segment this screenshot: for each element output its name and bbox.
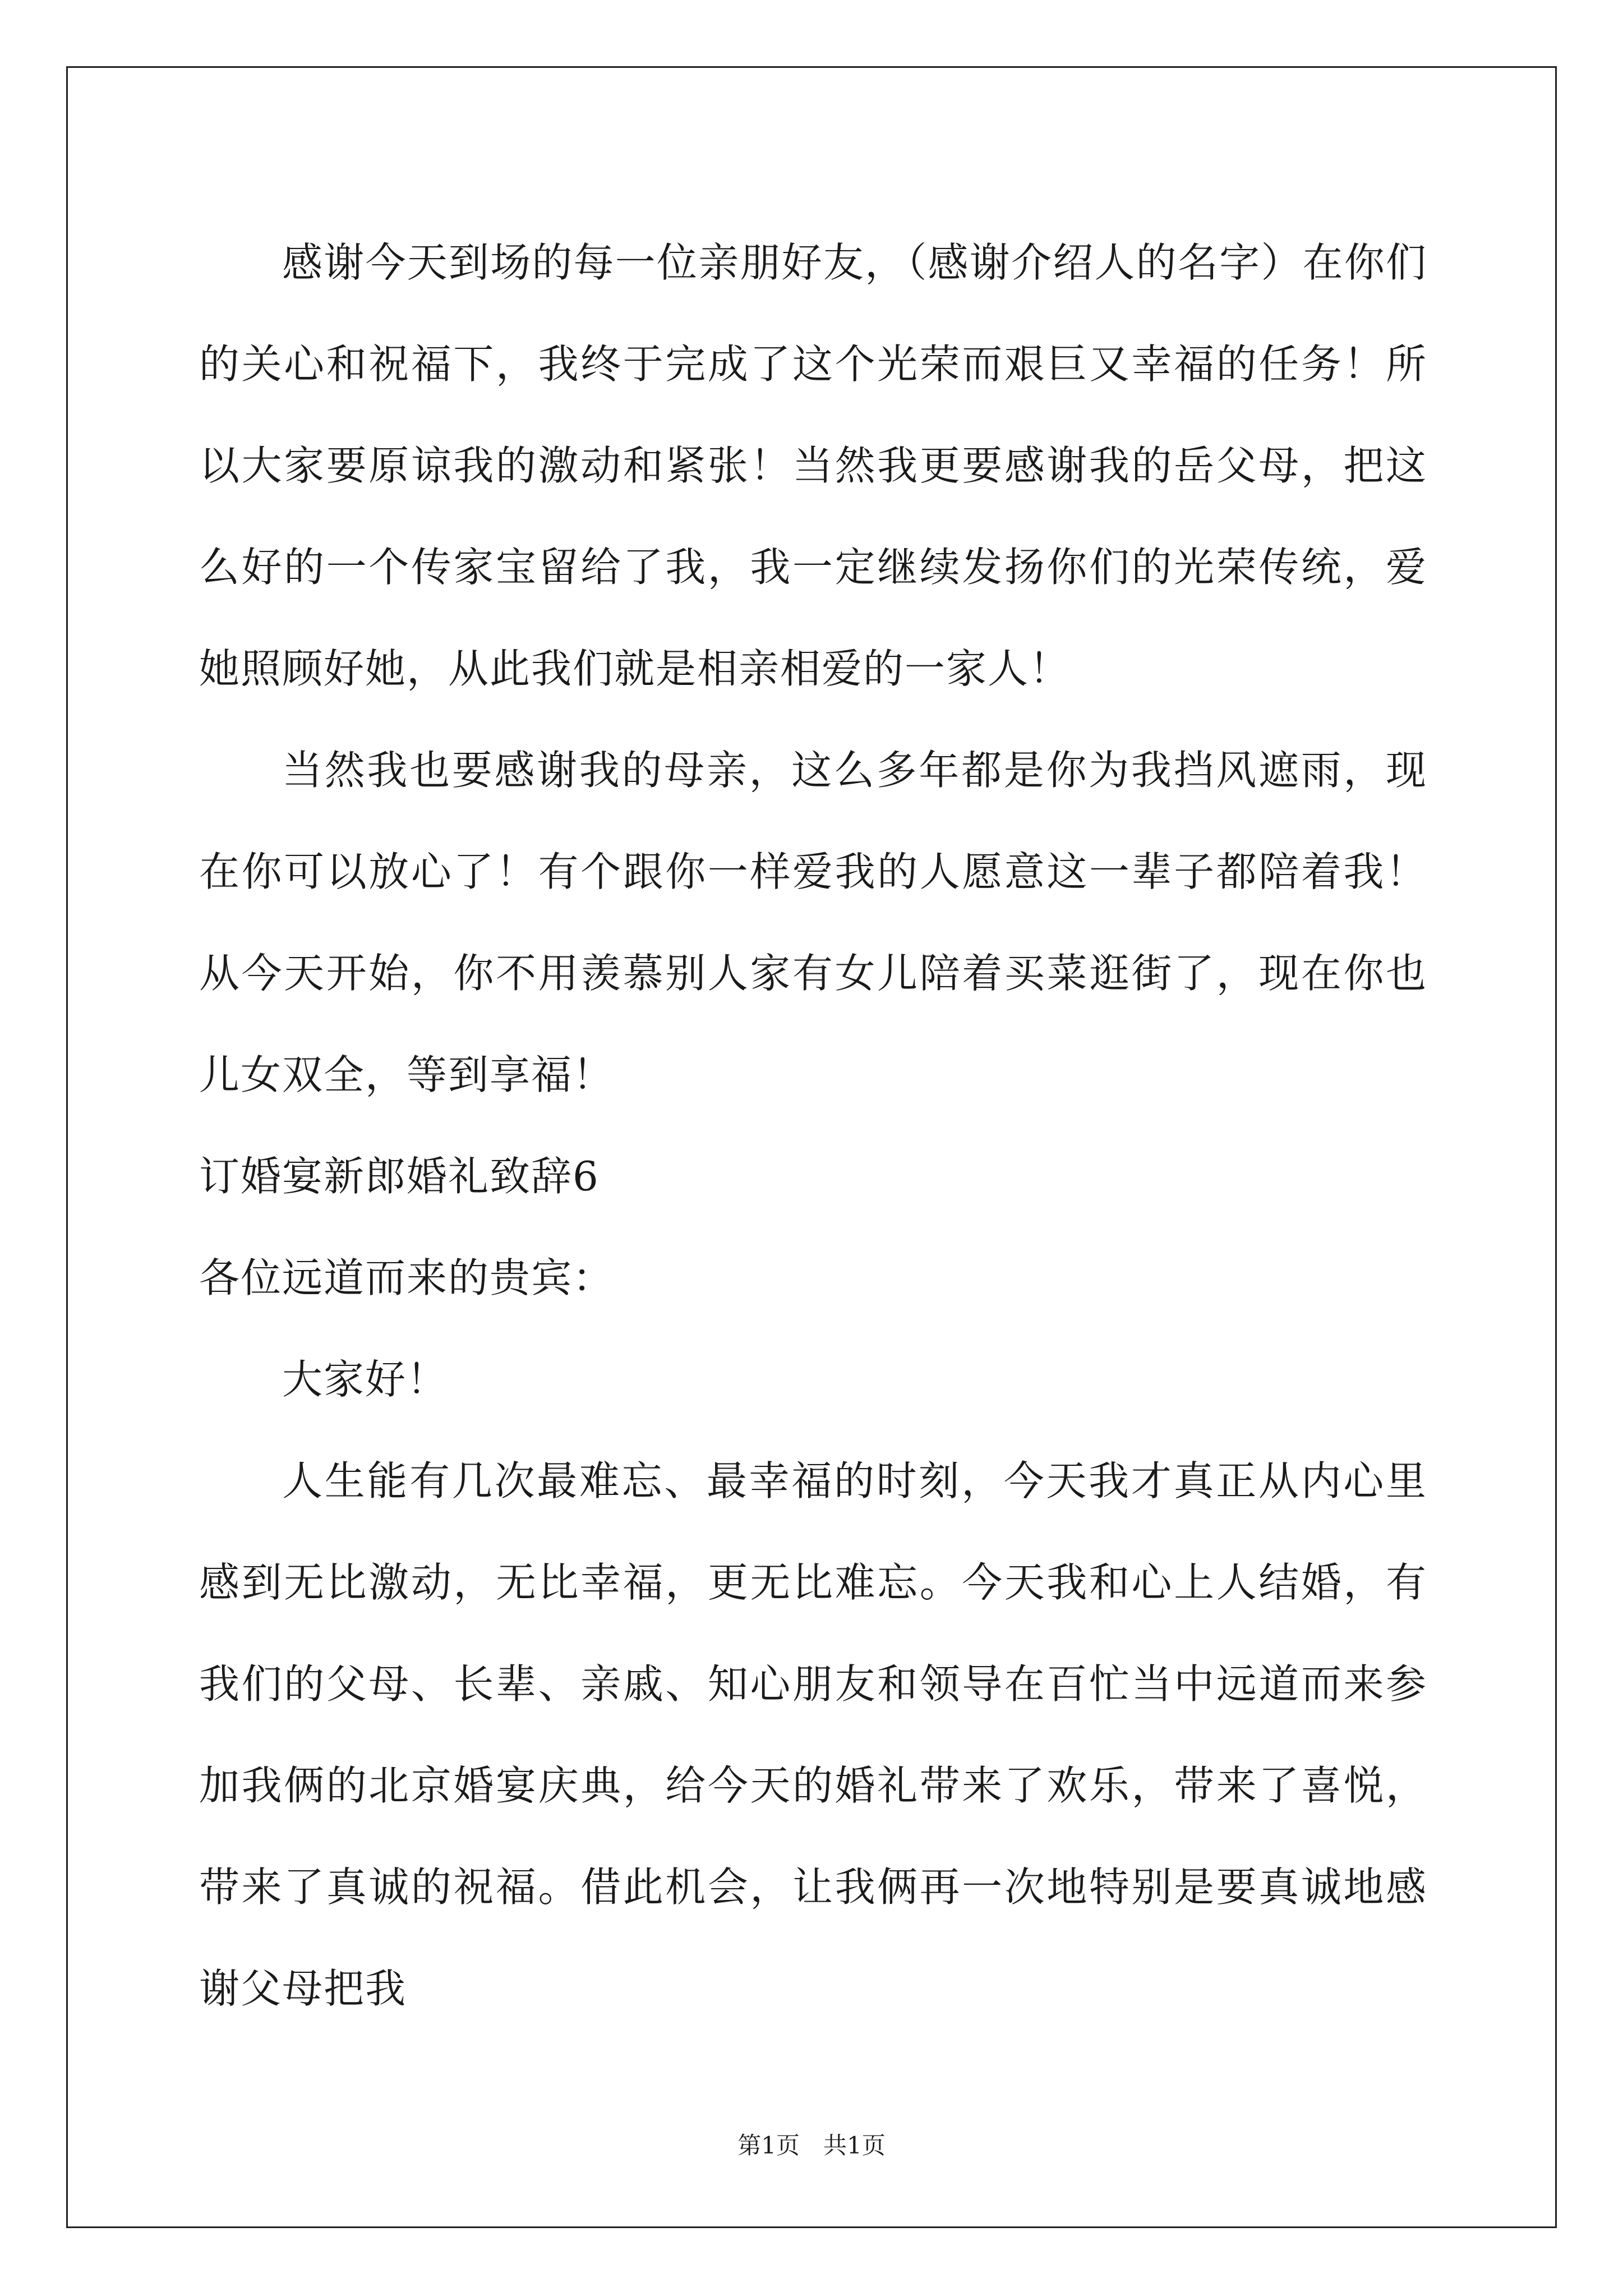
greeting: 大家好！: [282, 1356, 449, 1403]
document-body: [199, 212, 1427, 2040]
paragraph-thanks-guests: 感谢今天到场的每一位亲朋好友，（感谢介绍人的名字）在你们的关心和祝福下，我终于完成了这个光荣而艰巨又幸福的任务！所以大家要原谅我的激动和紧张！当然我更要感谢我的岳父母，把这么好的一个传家宝留给了我，我一定继续发扬你们的光荣传统，爱她照顾好她，从此我们就是相亲相爱的一家人！: [199, 239, 1427, 692]
salutation: 各位远道而来的贵宾：: [199, 1254, 615, 1301]
paragraph-thanks-mother: 当然我也要感谢我的母亲，这么多年都是你为我挡风遮雨，现在你可以放心了！有个跟你一样爱我的人愿意这一辈子都陪着我！从今天开始，你不用羡慕别人家有女儿陪着买菜逛街了，现在你也儿女双全，等到享福！: [199, 747, 1427, 1098]
page-number-footer: 第1页 共1页: [737, 2132, 886, 2159]
paragraph-speech-body: 人生能有几次最难忘、最幸福的时刻，今天我才真正从内心里感到无比激动，无比幸福，更无比难忘。今天我和心上人结婚，有我们的父母、长辈、亲戚、知心朋友和领导在百忙当中远道而来参加我俩的北京婚宴庆典，给今天的婚礼带来了欢乐，带来了喜悦，带来了真诚的祝福。借此机会，让我俩再一次地特别是要真诚地感谢父母把我: [199, 1457, 1427, 2012]
section-title: 订婚宴新郎婚礼致辞6: [199, 1153, 600, 1200]
